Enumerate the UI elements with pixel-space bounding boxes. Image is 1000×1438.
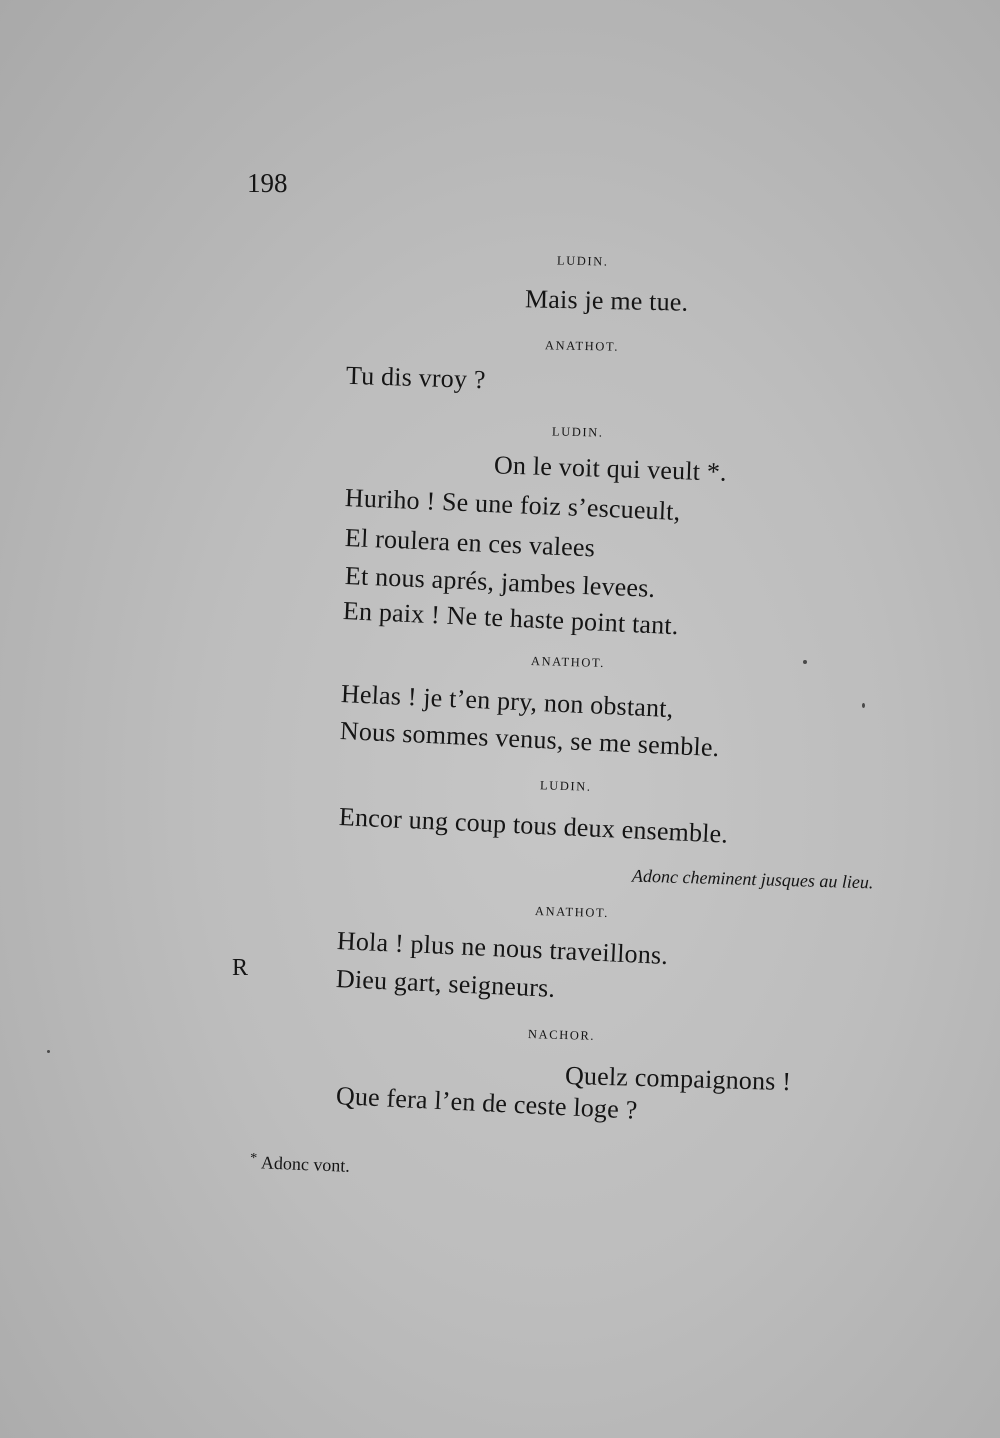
speaker-name: ANATHOT.	[534, 903, 610, 921]
verse-line: Dieu gart, seigneurs.	[335, 964, 556, 1003]
verse-line: En paix ! Ne te haste point tant.	[342, 596, 680, 641]
speaker-name: ANATHOT.	[530, 653, 606, 671]
paper-speck	[862, 703, 865, 708]
verse-line: Hola ! plus ne nous traveillons.	[336, 926, 669, 971]
verse-line: On le voit qui veult *.	[493, 450, 728, 487]
margin-mark: R	[232, 955, 249, 981]
verse-line: Helas ! je t’en pry, non obstant,	[340, 679, 675, 724]
speaker-name: LUDIN.	[556, 253, 609, 269]
verse-line: Encor ung coup tous deux ensemble.	[338, 802, 729, 849]
footnote-text: Adonc vont.	[260, 1152, 351, 1176]
page-number: 198	[247, 168, 288, 198]
verse-line: Tu dis vroy ?	[345, 360, 487, 395]
verse-line: Mais je me tue.	[524, 284, 689, 317]
speaker-name: ANATHOT.	[544, 338, 620, 354]
paper-speck	[47, 1050, 50, 1053]
speaker-name: NACHOR.	[527, 1027, 596, 1043]
verse-line: Huriho ! Se une foiz s’escueult,	[344, 483, 681, 527]
verse-line: El roulera en ces valees	[344, 523, 596, 563]
stage-direction: Adonc cheminent jusques au lieu.	[631, 865, 874, 893]
footnote	[250, 1152, 351, 1175]
verse-line: Quelz compaignons !	[564, 1060, 792, 1097]
speaker-name: LUDIN.	[551, 424, 604, 440]
speaker-name: LUDIN.	[539, 778, 592, 794]
verse-line: Et nous aprés, jambes levees.	[344, 561, 656, 603]
paper-speck	[803, 660, 807, 664]
verse-line: Nous sommes venus, se me semble.	[339, 716, 721, 763]
verse-line: Que fera l’en de ceste loge ?	[335, 1081, 639, 1125]
footnote-marker: *	[249, 1151, 258, 1167]
